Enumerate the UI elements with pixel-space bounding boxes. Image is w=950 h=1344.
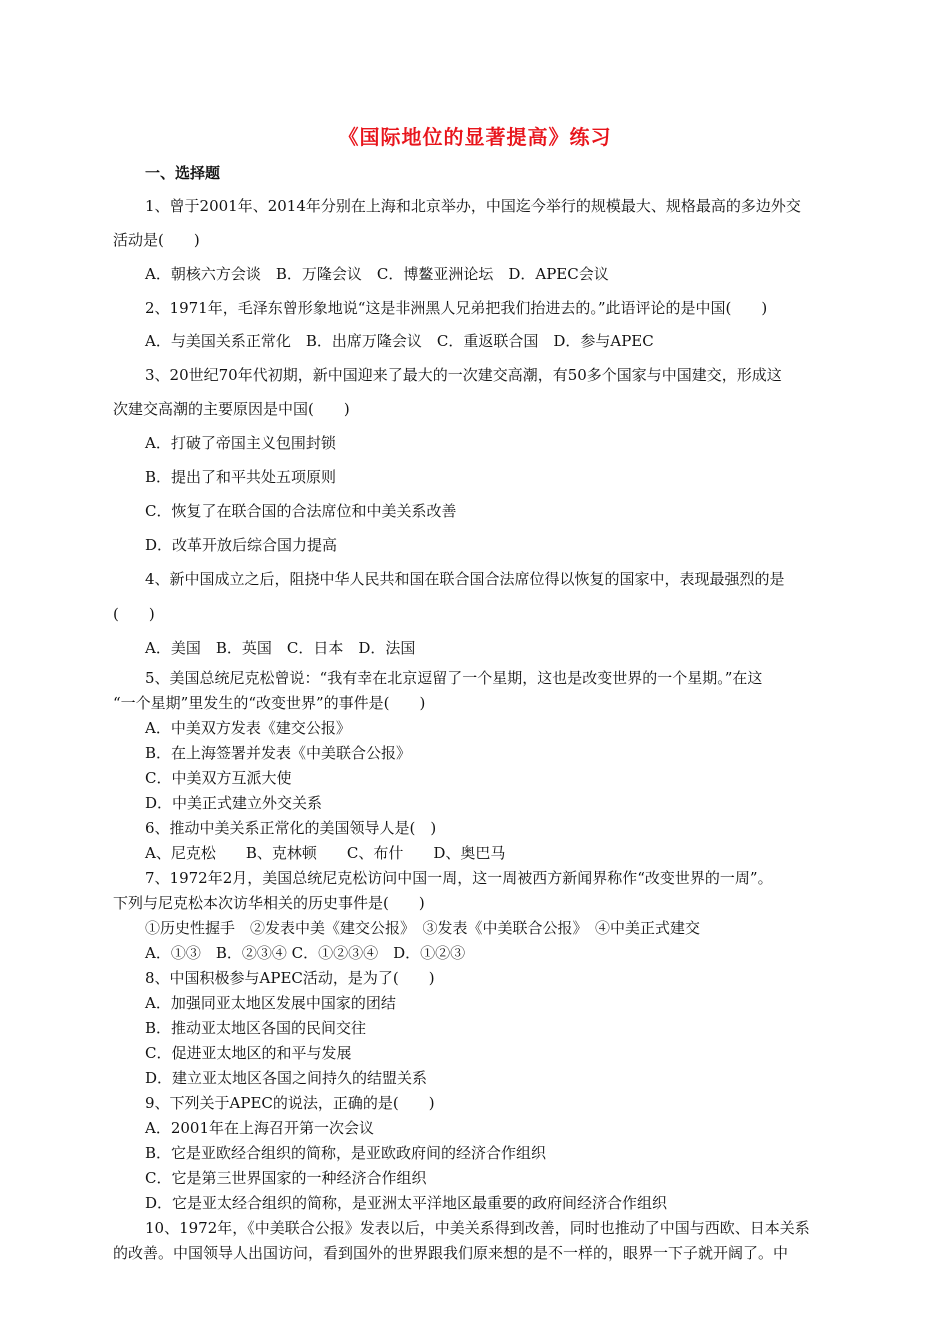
question-2-options: A．与美国关系正常化 B．出席万隆会议 C．重返联合国 D．参与APEC [145,332,654,350]
question-1-options: A．朝核六方会谈 B．万隆会议 C．博鳌亚洲论坛 D．APEC会议 [145,265,609,283]
section-heading: 一、选择题 [145,164,221,182]
question-10-line-2: 的改善。中国领导人出国访问，看到国外的世界跟我们原来想的是不一样的，眼界一下子就开阔了。中 [113,1244,789,1262]
question-9-option-c: C．它是第三世界国家的一种经济合作组织 [145,1169,427,1187]
question-1-line-1: 1、曾于2001年、2014年分别在上海和北京举办，中国迄今举行的规模最大、规格最高的多边外交 [145,197,801,215]
question-5-line-2: “一个星期”里发生的“改变世界”的事件是( ) [113,694,426,712]
document-title: 《国际地位的显著提高》练习 [338,125,612,149]
question-9-option-a: A．2001年在上海召开第一次会议 [145,1119,375,1137]
question-6-line-1: 6、推动中美关系正常化的美国领导人是( ) [145,819,437,837]
question-10-line-1: 10、1972年，《中美联合公报》发表以后，中美关系得到改善，同时也推动了中国与西欧、日本关系 [145,1219,810,1237]
question-3-line-1: 3、20世纪70年代初期，新中国迎来了最大的一次建交高潮，有50多个国家与中国建交，形成这 [145,366,782,384]
question-3-option-a: A．打破了帝国主义包围封锁 [145,434,336,452]
question-9-line-1: 9、下列关于APEC的说法，正确的是( ) [145,1094,435,1112]
question-8-line-1: 8、中国积极参与APEC活动，是为了( ) [145,969,435,987]
question-5-line-1: 5、美国总统尼克松曾说：“我有幸在北京逗留了一个星期，这也是改变世界的一个星期。”在这 [145,669,763,687]
question-7-line-1: 7、1972年2月，美国总统尼克松访问中国一周，这一周被西方新闻界称作“改变世界的一周”。 [145,869,773,887]
question-7-line-2: 下列与尼克松本次访华相关的历史事件是( ) [113,894,425,912]
question-1-line-2: 活动是( ) [113,231,200,249]
question-3-line-2: 次建交高潮的主要原因是中国( ) [113,400,350,418]
question-8-option-d: D．建立亚太地区各国之间持久的结盟关系 [145,1069,428,1087]
question-6-options: A、尼克松 B、克林顿 C、布什 D、奥巴马 [145,844,506,862]
question-5-option-b: B．在上海签署并发表《中美联合公报》 [145,744,412,762]
question-3-option-d: D．改革开放后综合国力提高 [145,536,338,554]
question-9-option-b: B．它是亚欧经合组织的简称，是亚欧政府间的经济合作组织 [145,1144,547,1162]
question-4-line-2: ( ) [113,605,155,623]
question-3-option-b: B．提出了和平共处五项原则 [145,468,337,486]
question-8-option-c: C．促进亚太地区的和平与发展 [145,1044,352,1062]
question-7-options: A．①③ B．②③④ C．①②③④ D．①②③ [145,944,466,962]
question-3-option-c: C．恢复了在联合国的合法席位和中美关系改善 [145,502,457,520]
question-9-option-d: D．它是亚太经合组织的简称，是亚洲太平洋地区最重要的政府间经济合作组织 [145,1194,668,1212]
question-5-option-d: D．中美正式建立外交关系 [145,794,323,812]
question-8-option-b: B．推动亚太地区各国的民间交往 [145,1019,367,1037]
question-5-option-a: A．中美双方发表《建交公报》 [145,719,351,737]
question-4-options: A．美国 B．英国 C．日本 D．法国 [145,639,416,657]
question-7-items: ①历史性握手 ②发表中美《建交公报》 ③发表《中美联合公报》 ④中美正式建交 [145,919,701,937]
question-4-line-1: 4、新中国成立之后，阻挠中华人民共和国在联合国合法席位得以恢复的国家中，表现最强烈的是 [145,570,785,588]
question-8-option-a: A．加强同亚太地区发展中国家的团结 [145,994,396,1012]
question-5-option-c: C．中美双方互派大使 [145,769,292,787]
question-2-line-1: 2、1971年，毛泽东曾形象地说“这是非洲黑人兄弟把我们抬进去的。”此语评论的是中国( ) [145,299,768,317]
